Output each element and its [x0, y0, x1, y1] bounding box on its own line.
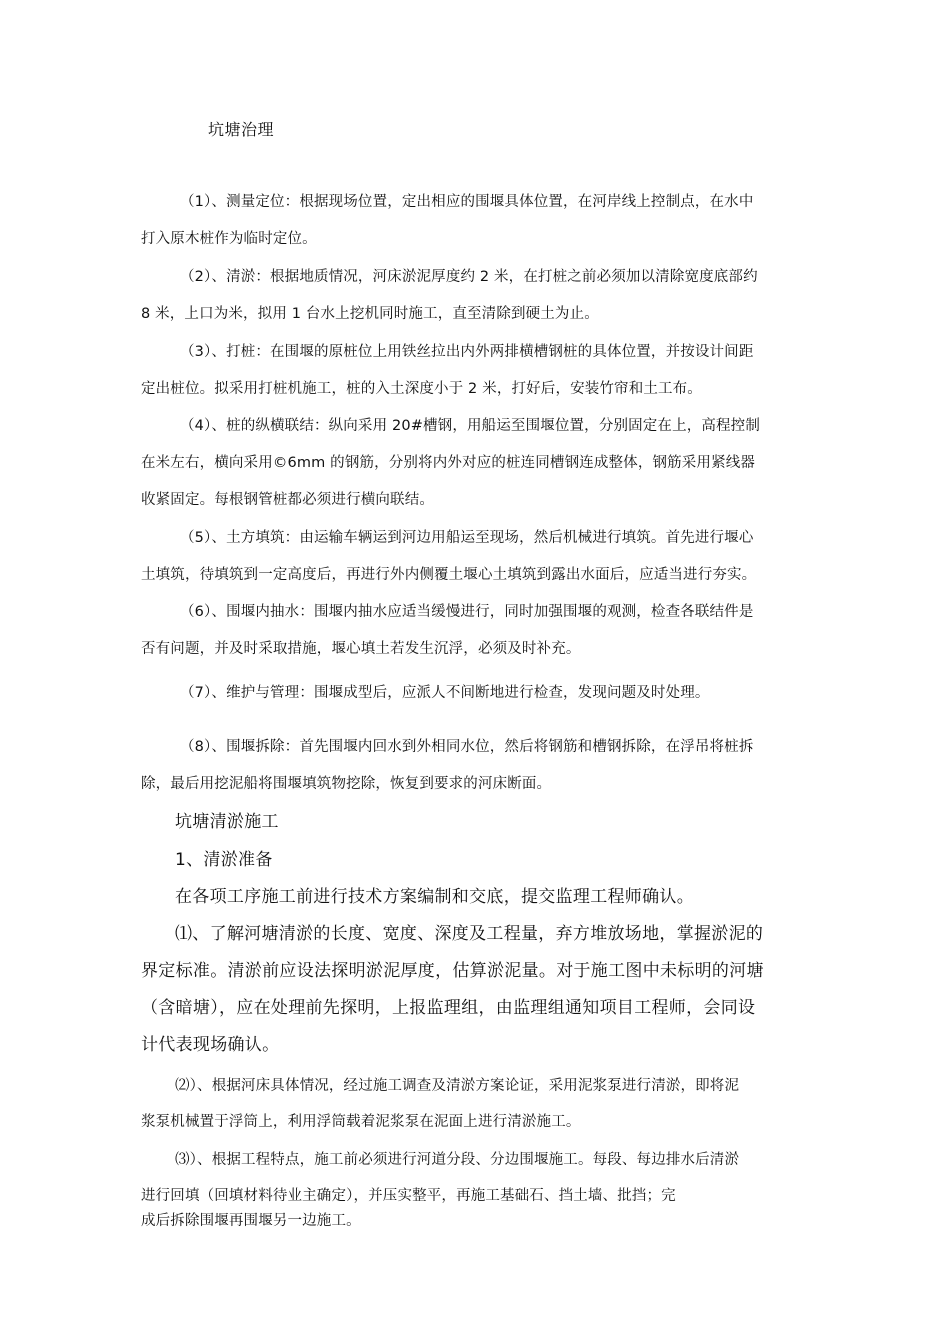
section-subheading: 1、清淤准备	[175, 850, 273, 870]
item-5-line-2: 土填筑，待填筑到一定高度后，再进行外内侧覆土堰心土填筑到露出水面后，应适当进行夯实。	[141, 567, 757, 583]
item-6-line-2: 否有问题，并及时采取措施，堰心填土若发生沉浮，必须及时补充。	[141, 641, 581, 657]
item-5-line-1: （5）、土方填筑：由运输车辆运到河边用船运至现场，然后机械进行填筑。首先进行堰心	[180, 530, 754, 546]
para1-line-1: ⑴、了解河塘清淤的长度、宽度、深度及工程量，弃方堆放场地，掌握淤泥的	[175, 924, 764, 944]
section-heading: 坑塘清淤施工	[175, 812, 279, 832]
para3-line-2: 进行回填（回填材料待业主确定），并压实整平，再施工基础石、挡土墙、批挡；完	[141, 1188, 676, 1204]
para3-line-3: 成后拆除围堰再围堰另一边施工。	[141, 1213, 361, 1229]
section-intro: 在各项工序施工前进行技术方案编制和交底，提交监理工程师确认。	[175, 887, 694, 907]
para2-line-1: ⑵）、根据河床具体情况，经过施工调查及清淤方案论证，采用泥浆泵进行清淤，即将泥	[175, 1078, 740, 1094]
page-title: 坑塘治理	[208, 120, 275, 139]
item-4-line-3: 收紧固定。每根钢管桩都必须进行横向联结。	[141, 492, 434, 508]
item-8-line-1: （8）、围堰拆除：首先围堰内回水到外相同水位，然后将钢筋和槽钢拆除，在浮吊将桩拆	[180, 739, 754, 755]
item-4-line-2: 在米左右，横向采用©6mm 的钢筋，分别将内外对应的桩连同槽钢连成整体，钢筋采用紧线器	[141, 455, 756, 471]
item-2-line-1: （2）、清淤：根据地质情况，河床淤泥厚度约 2 米，在打桩之前必须加以清除宽度底部约	[180, 269, 758, 285]
item-7-line-1: （7）、维护与管理：围堰成型后，应派人不间断地进行检查，发现问题及时处理。	[180, 685, 710, 701]
para1-line-3: （含暗塘），应在处理前先探明，上报监理组，由监理组通知项目工程师，会同设	[141, 998, 756, 1018]
item-4-line-1: （4）、桩的纵横联结：纵向采用 20#槽钢，用船运至围堰位置，分别固定在上，高程控制	[180, 418, 760, 434]
para2-line-2: 浆泵机械置于浮筒上，利用浮筒载着泥浆泵在泥面上进行清淤施工。	[141, 1114, 581, 1130]
para1-line-2: 界定标准。清淤前应设法探明淤泥厚度，估算淤泥量。对于施工图中未标明的河塘	[141, 961, 764, 981]
item-6-line-1: （6）、围堰内抽水：围堰内抽水应适当缓慢进行，同时加强围堰的观测，检查各联结件是	[180, 604, 754, 620]
item-8-line-2: 除，最后用挖泥船将围堰填筑物挖除，恢复到要求的河床断面。	[141, 776, 552, 792]
para3-line-1: ⑶）、根据工程特点，施工前必须进行河道分段、分边围堰施工。每段、每边排水后清淤	[175, 1152, 740, 1168]
item-1-line-2: 打入原木桩作为临时定位。	[141, 231, 317, 247]
item-3-line-2: 定出桩位。拟采用打桩机施工，桩的入土深度小于 2 米，打好后，安装竹帘和土工布。	[141, 381, 702, 397]
item-2-line-2: 8 米，上口为米，拟用 1 台水上挖机同时施工，直至清除到硬土为止。	[141, 306, 599, 322]
item-1-line-1: （1）、测量定位：根据现场位置，定出相应的围堰具体位置，在河岸线上控制点，在水中	[180, 194, 754, 210]
item-3-line-1: （3）、打桩：在围堰的原桩位上用铁丝拉出内外两排横槽钢桩的具体位置，并按设计间距	[180, 344, 754, 360]
para1-line-4: 计代表现场确认。	[141, 1035, 280, 1055]
